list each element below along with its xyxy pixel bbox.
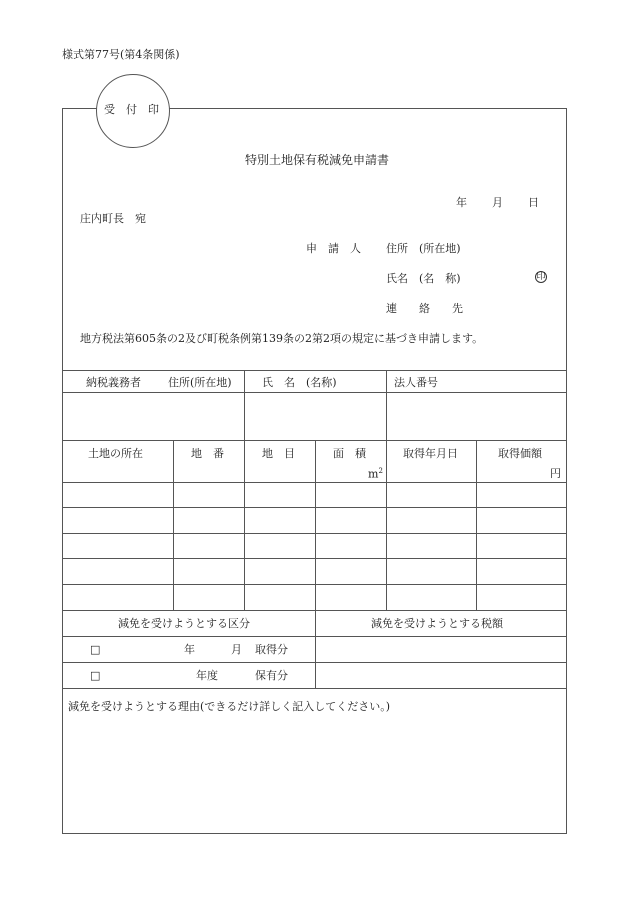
date-month-label: 月 <box>492 196 503 209</box>
applicant-address-label: 住所 (所在地) <box>386 242 461 255</box>
acquired-option-label: 取得分 <box>255 643 288 656</box>
table-rule <box>244 370 245 440</box>
holding-option-label: 保有分 <box>255 669 288 682</box>
seal-mark-icon: 印 <box>536 272 546 282</box>
table-rule <box>62 688 567 689</box>
table-rule <box>386 440 387 610</box>
exemption-amount-header: 減免を受けようとする税額 <box>371 617 503 630</box>
reason-label: 減免を受けようとする理由(できるだけ詳しく記入してください。) <box>68 700 391 713</box>
land-header-area: 面 積 <box>333 447 366 460</box>
land-header-acquired-price: 取得価額 <box>498 447 542 460</box>
land-header-category: 地 目 <box>262 447 295 460</box>
exemption-category-header: 減免を受けようとする区分 <box>118 617 250 630</box>
holding-checkbox-glyph[interactable]: □ <box>90 669 101 682</box>
legal-statement: 地方税法第605条の2及び町税条例第139条の2第2項の規定に基づき申請します。 <box>80 332 484 345</box>
table-rule <box>62 370 567 371</box>
price-unit-label: 円 <box>550 467 561 480</box>
land-header-acquired-date: 取得年月日 <box>403 447 458 460</box>
land-header-lot-number: 地 番 <box>191 447 224 460</box>
table-rule <box>386 370 387 440</box>
land-header-location: 土地の所在 <box>88 447 143 460</box>
taxpayer-address-label: 住所(所在地) <box>168 376 232 389</box>
acquired-year-label: 年 <box>184 643 195 656</box>
table-rule <box>315 610 316 688</box>
applicant-contact-label: 連 絡 先 <box>386 302 463 315</box>
acquired-checkbox-glyph[interactable]: □ <box>90 643 101 656</box>
reception-stamp-label: 受 付 印 <box>104 103 159 116</box>
applicant-label: 申 請 人 <box>306 242 361 255</box>
taxpayer-name-label: 氏 名 (名称) <box>262 376 337 389</box>
addressee: 庄内町長 宛 <box>80 212 146 225</box>
date-year-label: 年 <box>456 196 467 209</box>
table-rule <box>173 440 174 610</box>
area-unit-label: $m^2$ <box>368 467 383 481</box>
acquired-month-label: 月 <box>231 643 242 656</box>
applicant-name-label: 氏名 (名 称) <box>386 272 461 285</box>
table-rule <box>62 392 567 393</box>
table-rule <box>476 440 477 610</box>
form-number: 様式第77号(第4条関係) <box>62 48 180 61</box>
holding-fiscal-year-label: 年度 <box>196 669 218 682</box>
taxpayer-label: 納税義務者 <box>86 376 141 389</box>
table-rule <box>244 440 245 610</box>
date-day-label: 日 <box>528 196 539 209</box>
corporate-number-label: 法人番号 <box>394 376 438 389</box>
table-rule <box>315 440 316 610</box>
document-title: 特別土地保有税減免申請書 <box>245 153 390 167</box>
